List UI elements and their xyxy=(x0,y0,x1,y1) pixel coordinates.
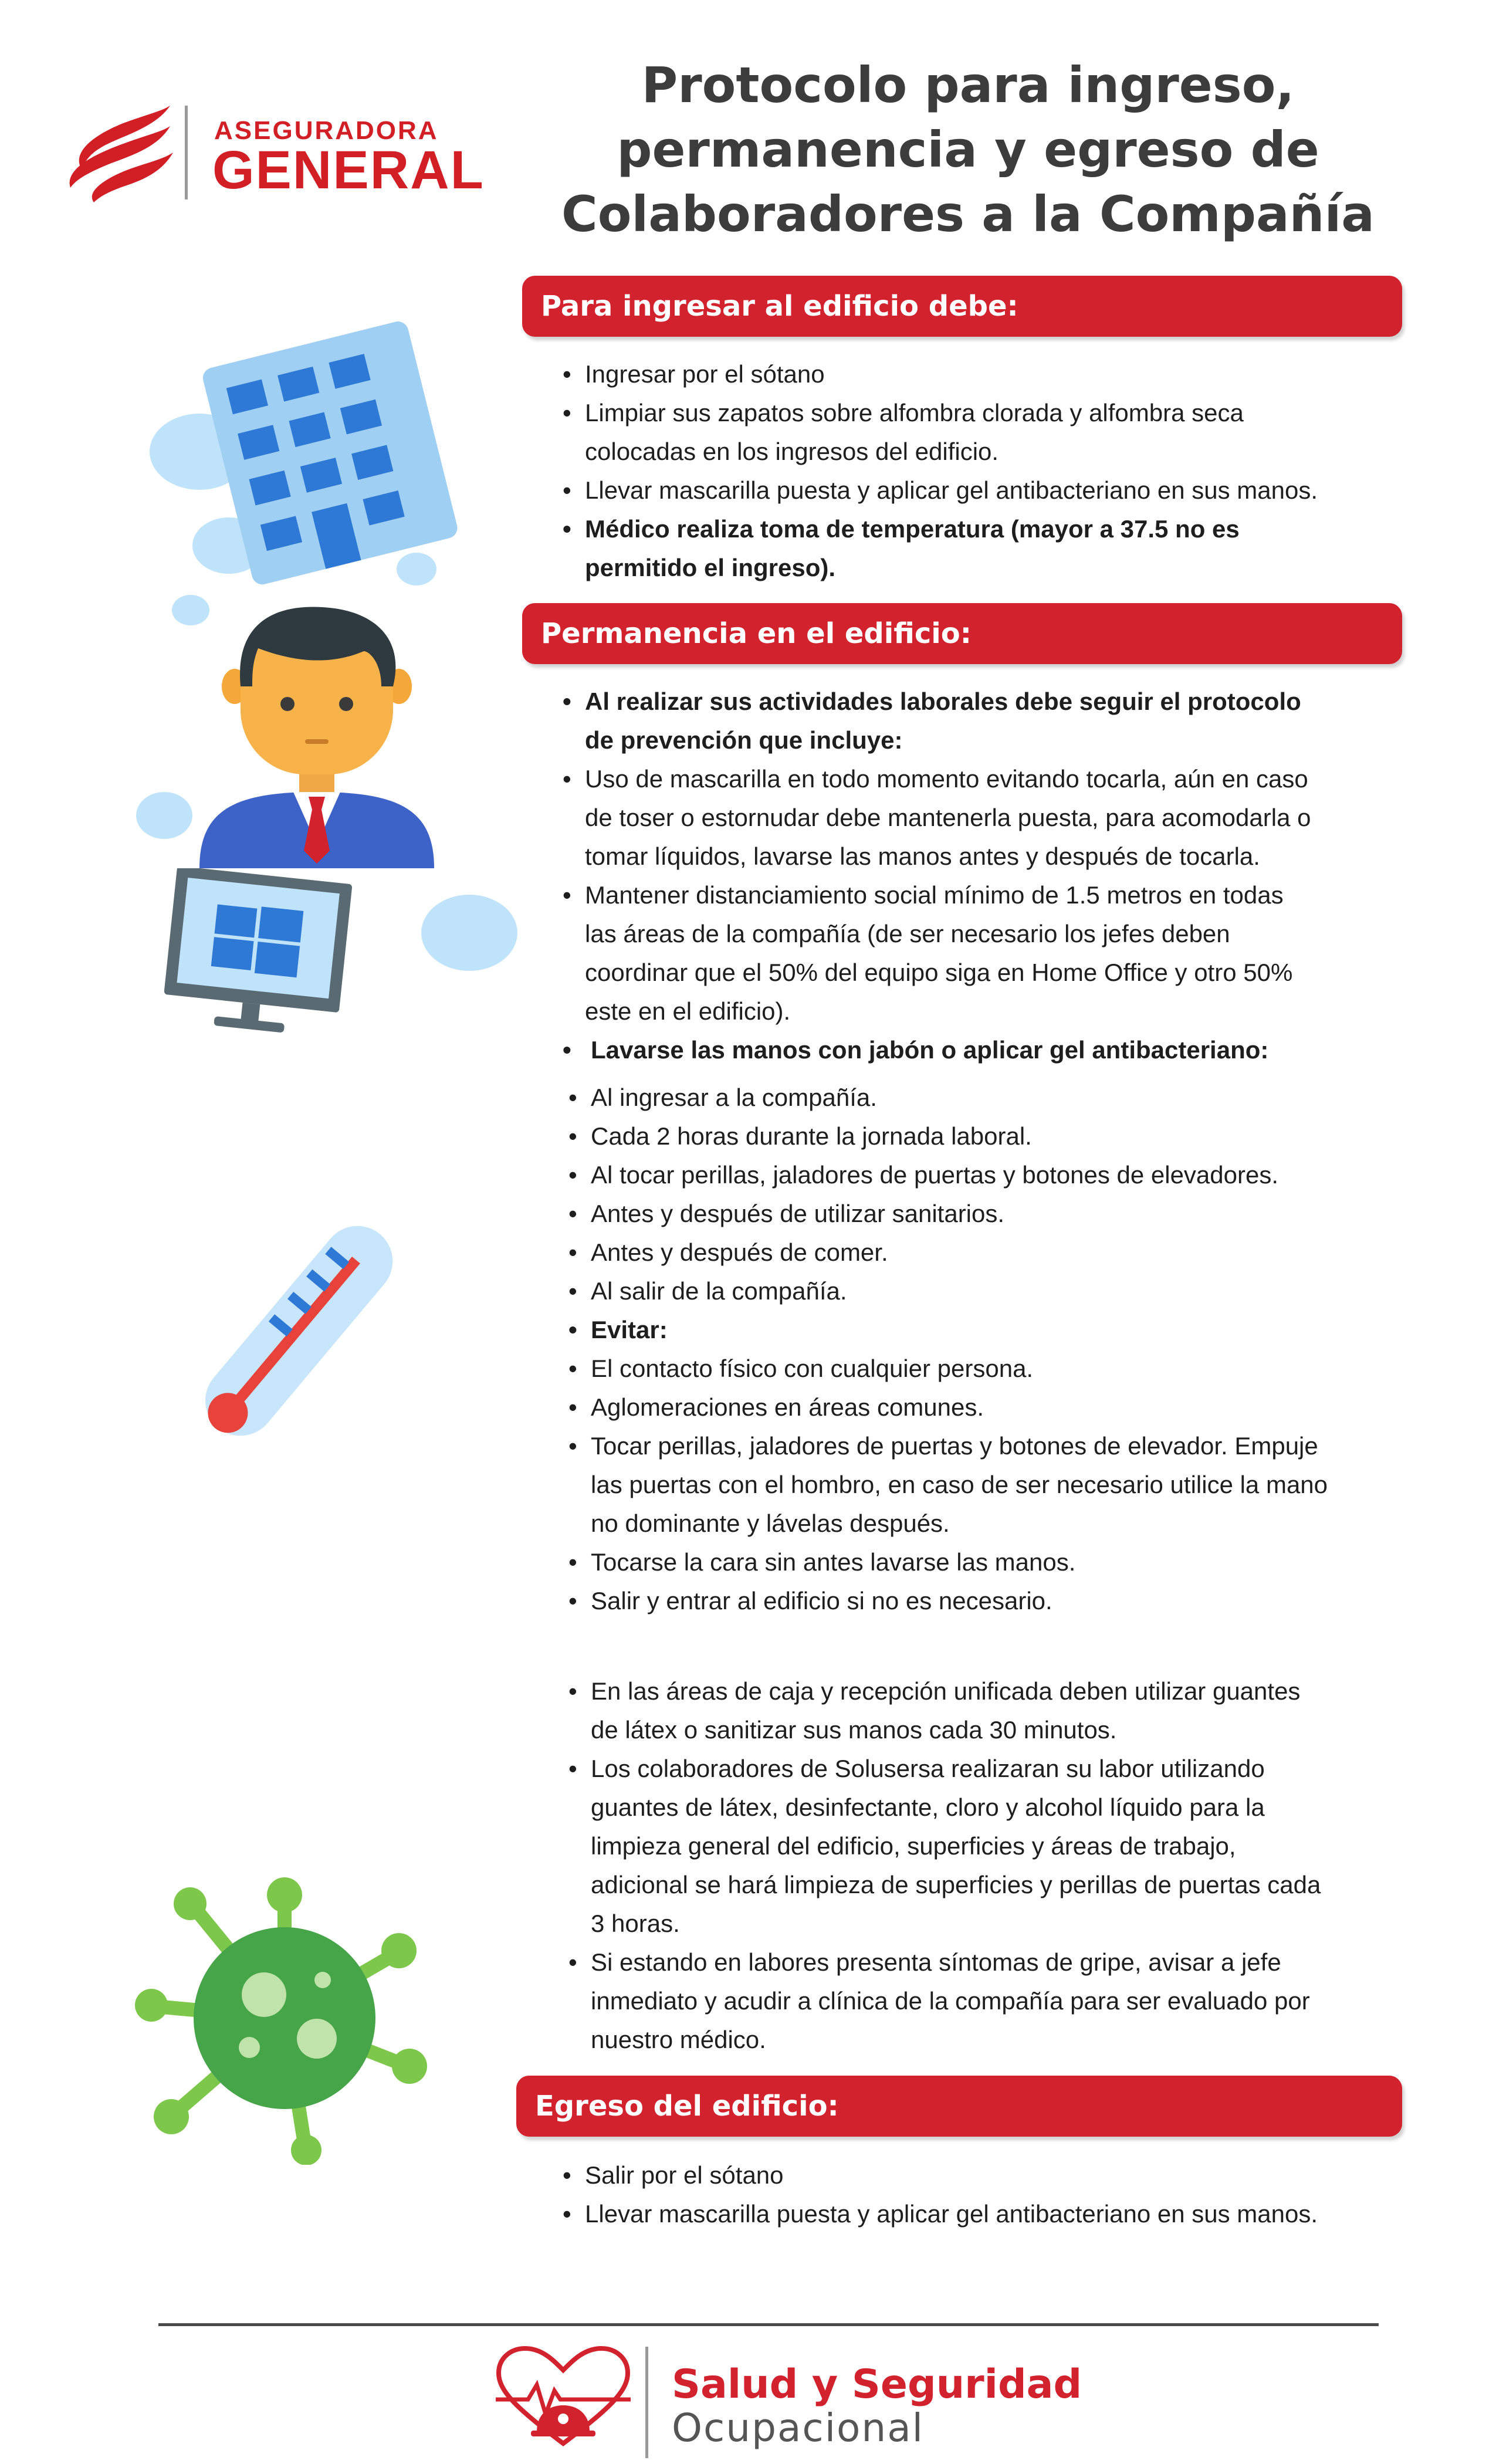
list-permanencia-c xyxy=(567,1672,1483,2059)
list-item: • Uso de mascarilla en todo momento evitando tocarla, aún en caso xyxy=(561,760,1477,798)
list-item-continuation: coordinar que el 50% del equipo siga en Home Office y otro 50% xyxy=(585,959,1293,986)
company-logo xyxy=(59,100,493,211)
list-item: • Ingresar por el sótano xyxy=(561,355,1477,394)
list-item: • Llevar mascarilla puesta y aplicar gel antibacteriano en sus manos. xyxy=(561,2195,1477,2233)
list-item: • Lavarse las manos con jabón o aplicar gel antibacteriano: xyxy=(561,1031,1477,1069)
list-item-continuation: no dominante y lávelas después. xyxy=(591,1509,950,1537)
list-item: • Los colaboradores de Solusersa realizaran su labor utilizando xyxy=(567,1749,1483,1788)
list-item: • Mantener distanciamiento social mínimo de 1.5 metros en todas xyxy=(561,876,1477,915)
list-item-continuation: de látex o sanitizar sus manos cada 30 minutos. xyxy=(591,1716,1117,1744)
logo-divider xyxy=(185,106,188,199)
logo-text-main: GENERAL xyxy=(212,140,485,200)
list-item-continuation: adicional se hará limpieza de superficies y perillas de puertas cada xyxy=(591,1871,1321,1898)
list-item: • Llevar mascarilla puesta y aplicar gel antibacteriano en sus manos. xyxy=(561,471,1477,510)
list-item: • Antes y después de utilizar sanitarios. xyxy=(567,1194,1483,1233)
title-line: permanencia y egreso de xyxy=(617,121,1319,178)
building-icon xyxy=(141,317,528,634)
title-line: Protocolo para ingreso, xyxy=(641,56,1295,114)
list-item: • Tocarse la cara sin antes lavarse las manos. xyxy=(567,1543,1483,1582)
footer-logo-divider xyxy=(645,2347,648,2458)
list-item: • Evitar: xyxy=(567,1311,1483,1349)
list-item-continuation: 3 horas. xyxy=(591,1910,680,1937)
list-item: • En las áreas de caja y recepción unificada deben utilizar guantes xyxy=(567,1672,1483,1711)
list-item: • Salir y entrar al edificio si no es necesario. xyxy=(567,1582,1483,1620)
list-egreso xyxy=(561,2156,1477,2233)
section-heading-permanencia: Permanencia en el edificio: xyxy=(522,603,1402,664)
footer-divider-line xyxy=(158,2323,1379,2326)
heart-helmet-icon xyxy=(493,2344,634,2455)
list-item: • Antes y después de comer. xyxy=(567,1233,1483,1272)
list-item-continuation: de toser o estornudar debe mantenerla puesta, para acomodarla o xyxy=(585,804,1311,831)
list-item: • El contacto físico con cualquier persona. xyxy=(567,1349,1483,1388)
list-item: • Al ingresar a la compañía. xyxy=(567,1078,1483,1117)
list-item: • Al realizar sus actividades laborales debe seguir el protocolo xyxy=(561,682,1477,721)
page-title xyxy=(528,53,1408,246)
logo-text-top: ASEGURADORA xyxy=(214,116,439,145)
list-item-continuation: permitido el ingreso). xyxy=(585,554,836,581)
list-item: • Aglomeraciones en áreas comunes. xyxy=(567,1388,1483,1427)
list-item-continuation: nuestro médico. xyxy=(591,2026,766,2053)
businessman-icon xyxy=(129,598,458,892)
list-item: • Al salir de la compañía. xyxy=(567,1272,1483,1311)
list-ingreso xyxy=(561,355,1477,587)
list-item-continuation: colocadas en los ingresos del edificio. xyxy=(585,438,999,465)
list-item-continuation: este en el edificio). xyxy=(585,997,791,1025)
list-item-continuation: las puertas con el hombro, en caso de ser necesario utilice la mano xyxy=(591,1471,1328,1498)
list-item: • Limpiar sus zapatos sobre alfombra clorada y alfombra seca xyxy=(561,394,1477,432)
list-item-continuation: limpieza general del edificio, superficies y áreas de trabajo, xyxy=(591,1832,1236,1860)
list-item-continuation: tomar líquidos, lavarse las manos antes y después de tocarla. xyxy=(585,842,1260,870)
footer-subtitle: Ocupacional xyxy=(672,2405,925,2451)
virus-icon xyxy=(129,1871,440,2165)
list-item: • Si estando en labores presenta síntomas de gripe, avisar a jefe xyxy=(567,1943,1483,1982)
list-item: • Cada 2 horas durante la jornada laboral. xyxy=(567,1117,1483,1156)
list-item-continuation: guantes de látex, desinfectante, cloro y alcohol líquido para la xyxy=(591,1793,1265,1821)
list-item: • Al tocar perillas, jaladores de puertas y botones de elevadores. xyxy=(567,1156,1483,1194)
section-heading-egreso: Egreso del edificio: xyxy=(516,2076,1402,2137)
list-item: • Salir por el sótano xyxy=(561,2156,1477,2195)
list-permanencia-b xyxy=(567,1078,1483,1620)
list-item-continuation: inmediato y acudir a clínica de la compañía para ser evaluado por xyxy=(591,1987,1310,2015)
section-heading-ingreso: Para ingresar al edificio debe: xyxy=(522,276,1402,337)
footer-title: Salud y Seguridad xyxy=(672,2361,1082,2408)
list-permanencia-a xyxy=(561,682,1477,1069)
list-item: • Médico realiza toma de temperatura (mayor a 37.5 no es xyxy=(561,510,1477,549)
list-item-continuation: las áreas de la compañía (de ser necesario los jefes deben xyxy=(585,920,1230,947)
title-line: Colaboradores a la Compañía xyxy=(561,185,1375,243)
logo-mark-icon xyxy=(59,100,176,205)
computer-monitor-icon xyxy=(153,868,528,1044)
thermometer-icon xyxy=(158,1197,428,1478)
list-item-continuation: de prevención que incluye: xyxy=(585,726,903,754)
list-item: • Tocar perillas, jaladores de puertas y botones de elevador. Empuje xyxy=(567,1427,1483,1465)
